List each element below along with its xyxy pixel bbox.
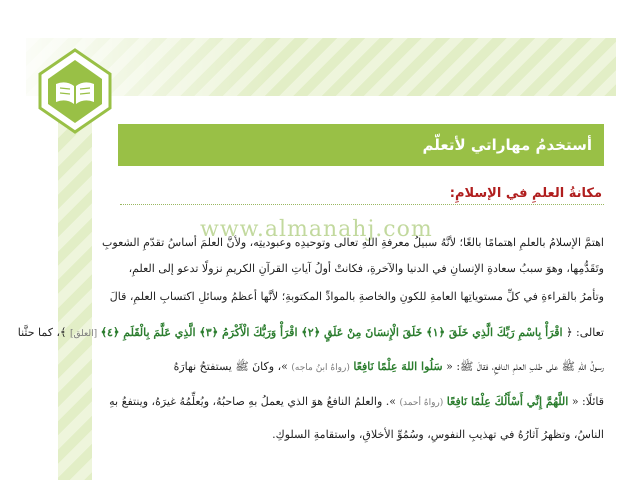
hadith-text: اللَّهُمَّ إِنِّي أَسْأَلُكَ عِلْمًا نَافِعًا bbox=[446, 395, 569, 408]
paragraph-line-verse bbox=[17, 326, 604, 339]
subheading: مكانةُ العلمِ في الإسلامِ: bbox=[449, 186, 602, 201]
quran-verse: اقْرَأْ بِاسْمِ رَبِّكَ الَّذِي خَلَقَ ﴿١﴾ خَلَقَ الْإِنسَانَ مِنْ عَلَقٍ ﴿٢﴾ اقْرَأْ وَرَبُّكَ الْأَكْرَمُ ﴿٣﴾ الَّذِي عَلَّمَ بِالْقَلَمِ ﴿٤﴾ bbox=[100, 326, 563, 339]
hadith-reference: (رواهُ ابنُ ماجه) bbox=[291, 363, 350, 373]
hadith-text: سَلُوا اللهَ عِلْمًا نَافِعًا bbox=[353, 360, 443, 373]
paragraph-line: وتَقَدُّمِها، وهوَ سببُ سعادةِ الإنسانِ في الدنيا والآخرةِ، فكانتْ أولُ آياتِ القرآنِ الكريمِ نزولًا تدعو إلى العلمِ، bbox=[128, 262, 604, 275]
line-text: رسولُ اللهِ ﷺ على طلبِ العلمِ النافعِ، فقالَ ﷺ: « bbox=[446, 360, 604, 373]
watermark: www.almanahj.com bbox=[200, 217, 433, 242]
open-book-icon bbox=[36, 48, 114, 134]
line-text: ». والعلمُ النافعُ هوَ الذي يعملُ بهِ صاحبُهُ، ويُعلِّمُهُ غيرَهُ، وينتفعُ بهِ bbox=[109, 395, 396, 408]
subheading-divider bbox=[120, 204, 604, 205]
line-text: »، وكانَ ﷺ يستفتحُ نهارَهُ bbox=[173, 360, 288, 373]
paragraph-line-hadith bbox=[96, 360, 604, 376]
line-text: قائلًا: « bbox=[571, 395, 604, 408]
left-ribbon bbox=[58, 96, 92, 480]
paragraph-line-hadith bbox=[96, 395, 604, 408]
paragraph-line: وتأمرُ بالقراءةِ في كلِّ مستوياتِها العامةِ للكونِ والخاصةِ بالموادِّ المكتوبةِ؛ لأنَّها أعظمُ وسائلِ اكتسابِ العلمِ، قالَ bbox=[109, 290, 604, 303]
verse-reference: [العلق] bbox=[70, 329, 98, 339]
section-title: أستخدمُ مهاراتي لأتعلّم bbox=[422, 136, 592, 154]
hadith-reference: (رواهُ أحمد) bbox=[399, 398, 444, 408]
paragraph-line: اهتمَّ الإسلامُ بالعلمِ اهتمامًا بالغًا؛ لأنَّهُ سبيلُ معرفةِ اللهِ تعالى وتوحيدِه وعبوديتِه، ولأنَّ العلمَ أساسُ تقدّمِ الشعوبِ bbox=[102, 236, 604, 249]
line-text: تعالى: ﴿ bbox=[566, 326, 604, 339]
paragraph-line: الناسُ، وتظهرُ آثارُهُ في تهذيبِ النفوسِ، وسُمُوِّ الأخلاقِ، واستقامةِ السلوكِ. bbox=[272, 428, 604, 441]
line-text: ﴾، كما حثَّنا bbox=[17, 326, 67, 339]
